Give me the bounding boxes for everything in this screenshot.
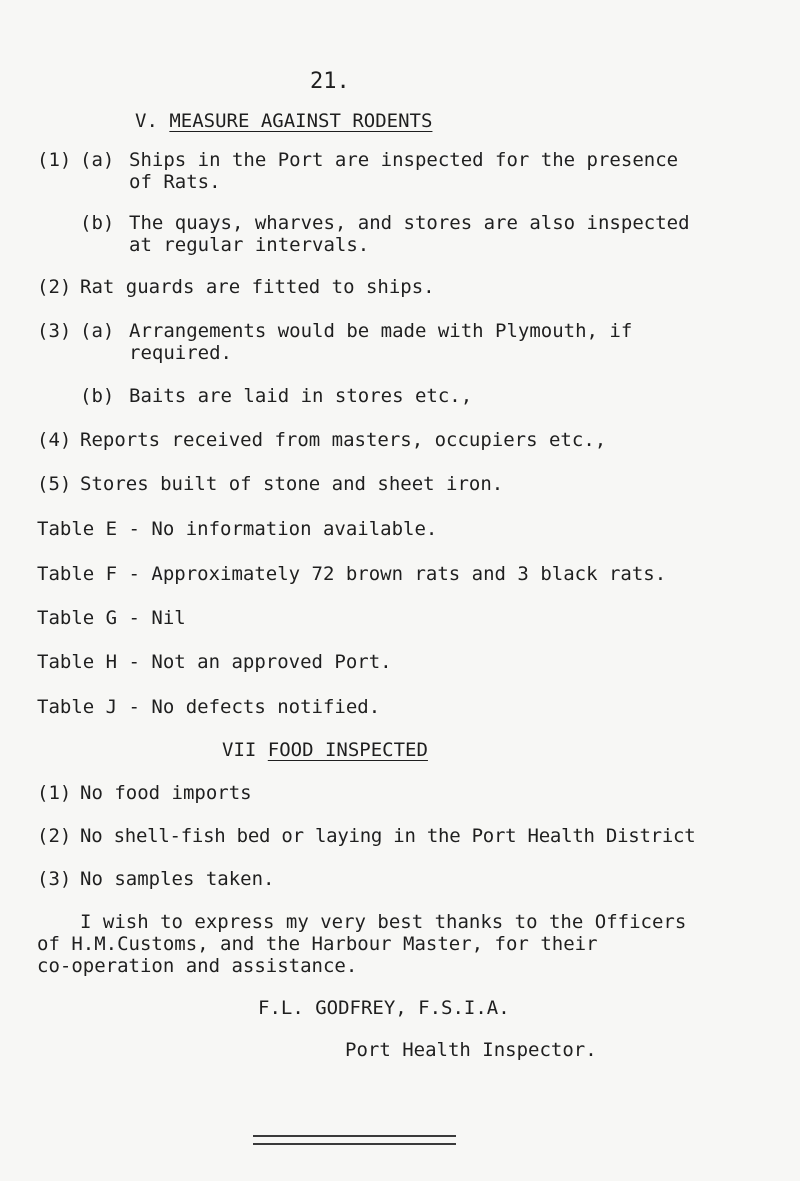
food-item-2-text: No shell-fish bed or laying in the Port Health District xyxy=(80,825,696,847)
rodents-item-3a-text-cont: required. xyxy=(129,342,232,364)
table-g-line: Table G - Nil xyxy=(37,607,186,629)
signature-title: Port Health Inspector. xyxy=(345,1039,597,1061)
closing-line-1: I wish to express my very best thanks to the Officers xyxy=(80,911,687,933)
section-v-title: MEASURE AGAINST RODENTS xyxy=(169,110,433,132)
rodents-item-1a-letter: (a) xyxy=(80,149,115,171)
rodents-item-1b-text: The quays, wharves, and stores are also inspected xyxy=(129,212,690,234)
rodents-item-4-text: Reports received from masters, occupiers etc., xyxy=(80,429,607,451)
rodents-item-1-number: (1) xyxy=(37,149,72,171)
signature-name: F.L. GODFREY, F.S.I.A. xyxy=(258,997,510,1019)
rodents-item-3b-letter: (b) xyxy=(80,385,115,407)
rodents-item-3b-text: Baits are laid in stores etc., xyxy=(129,385,473,407)
rodents-item-2-number: (2) xyxy=(37,276,72,298)
closing-line-3: co-operation and assistance. xyxy=(37,955,358,977)
food-item-1-number: (1) xyxy=(37,782,72,804)
page-number: 21. xyxy=(310,69,350,94)
rodents-item-1b-letter: (b) xyxy=(80,212,115,234)
food-item-3-number: (3) xyxy=(37,868,72,890)
table-j-line: Table J - No defects notified. xyxy=(37,696,381,718)
rodents-item-3a-letter: (a) xyxy=(80,320,115,342)
rodents-item-4-number: (4) xyxy=(37,429,72,451)
section-vii-numeral: VII xyxy=(222,739,257,761)
closing-line-2: of H.M.Customs, and the Harbour Master, for their xyxy=(37,933,598,955)
table-e-line: Table E - No information available. xyxy=(37,518,438,540)
closing-double-rule xyxy=(253,1135,456,1145)
rodents-item-3-number: (3) xyxy=(37,320,72,342)
rodents-item-5-number: (5) xyxy=(37,473,72,495)
section-v-numeral: V. xyxy=(135,110,158,132)
section-vii-heading xyxy=(222,739,428,761)
table-f-line: Table F - Approximately 72 brown rats and 3 black rats. xyxy=(37,563,667,585)
food-item-1-text: No food imports xyxy=(80,782,252,804)
rodents-item-1a-text-cont: of Rats. xyxy=(129,171,221,193)
food-item-2-number: (2) xyxy=(37,825,72,847)
rodents-item-5-text: Stores built of stone and sheet iron. xyxy=(80,473,504,495)
table-h-line: Table H - Not an approved Port. xyxy=(37,651,392,673)
rodents-item-3a-text: Arrangements would be made with Plymouth, if xyxy=(129,320,633,342)
food-item-3-text: No samples taken. xyxy=(80,868,275,890)
section-vii-title: FOOD INSPECTED xyxy=(267,739,428,761)
rodents-item-1b-text-cont: at regular intervals. xyxy=(129,234,370,256)
section-v-heading xyxy=(135,110,432,132)
rodents-item-1a-text: Ships in the Port are inspected for the presence xyxy=(129,149,679,171)
rodents-item-2-text: Rat guards are fitted to ships. xyxy=(80,276,435,298)
